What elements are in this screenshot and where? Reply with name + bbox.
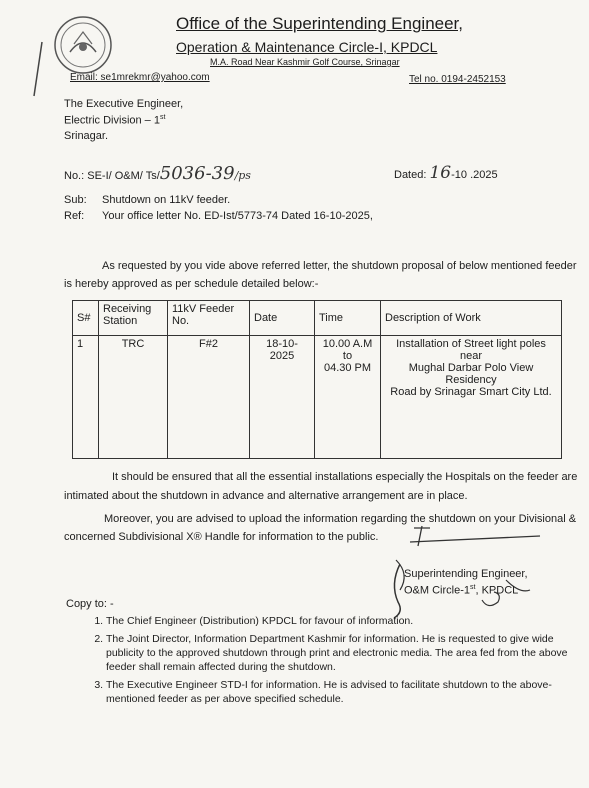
ref-number [64,163,251,184]
table-header-row [73,301,562,336]
dated-day-handwritten: 16 [429,163,452,183]
recipient-line2-sup: st [159,114,166,121]
signature-line2-sup: st [470,584,476,591]
letterhead-tel: Tel no. 0194-2452153 [409,74,506,85]
copy-to-list [86,614,576,710]
copy-to-label: Copy to: - [66,598,114,610]
header-feeder-line1: 11kV Feeder [172,303,235,315]
header-station-line1: Receiving [103,303,152,315]
para1-line2: intimated about the shutdown in advance and alternative arrangement are in place. [64,490,468,502]
recipient-line2 [64,114,165,127]
cell-description [381,336,562,459]
dated [394,163,498,183]
ref-number-prefix: No.: SE-I/ O&M/ Ts/ [64,170,160,182]
intro-line1: As requested by you vide above referred letter, the shutdown proposal of below mentioned feeder [102,260,577,272]
cell-description-line1: Installation of Street light poles near [396,338,546,362]
ref-number-handwritten: 5036-39 [159,163,235,184]
dated-rest: -10 .2025 [451,169,498,181]
margin-mark-icon [28,40,48,100]
signature-line1: Superintending Engineer, [404,568,528,580]
header-feeder [168,301,250,336]
letterhead-email: Email: se1mrekmr@yahoo.com [70,72,210,83]
letterhead-title: Office of the Superintending Engineer, [176,14,463,33]
header-description: Description of Work [381,301,562,336]
ref-number-suffix: /ps [234,169,251,182]
cell-description-line3: Road by Srinagar Smart City Ltd. [390,386,552,398]
cell-sno: 1 [73,336,99,459]
cell-time-to-word: to [342,350,353,362]
subject-text: Shutdown on 11kV feeder. [102,194,231,206]
header-station [99,301,168,336]
header-feeder-line2: No. [172,315,190,327]
cell-time [315,336,381,459]
kpdcl-logo-icon [52,14,114,76]
para2-line2: concerned Subdivisional X® Handle for information to the public. [64,531,379,543]
header-station-line2: Station [103,315,138,327]
signature-line2-text: O&M Circle-1 [404,584,471,597]
para1-line1: It should be ensured that all the essential installations especially the Hospitals on the feeder are [112,471,578,483]
header-date: Date [250,301,315,336]
signature-line2-end: , KPDCL [475,584,519,597]
letterhead-address: M.A. Road Near Kashmir Golf Course, Srinagar [210,57,400,67]
copy-to-item: 2. The Joint Director, Information Department Kashmir for information. He is requested to give wide publicity to the approved shutdown through print and electronic media. The area fed from the above feeder shall remain affected during the shutdown. [106,632,576,674]
cell-station: TRC [99,336,168,459]
signature-line2 [404,584,518,597]
cell-date: 18-10-2025 [250,336,315,459]
subject-label: Sub: [64,194,87,206]
intro-line2: is hereby approved as per schedule detailed below:- [64,278,319,290]
recipient-line2-text: Electric Division – 1 [64,114,160,127]
shutdown-schedule-table [72,300,562,459]
letterhead-subtitle: Operation & Maintenance Circle-I, KPDCL [176,39,438,55]
recipient-line3: Srinagar. [64,130,109,142]
copy-to-item: 3. The Executive Engineer STD-I for information. He is advised to facilitate shutdown to the above-mentioned feeder as per above specified schedule. [106,678,576,706]
cell-time-to: 04.30 PM [323,362,372,374]
cell-time-from: 10.00 A.M [322,338,373,350]
para2-line1: Moreover, you are advised to upload the information regarding the shutdown on your Divisional & [104,513,577,525]
reference-text: Your office letter No. ED-Ist/5773-74 Dated 16-10-2025, [102,210,373,222]
reference-label: Ref: [64,210,85,222]
recipient-line1: The Executive Engineer, [64,98,184,110]
cell-description-line2: Mughal Darbar Polo View Residency [408,362,534,386]
copy-to-item: 1. The Chief Engineer (Distribution) KPDCL for favour of information. [106,614,576,628]
header-time: Time [315,301,381,336]
header-sno: S# [73,301,99,336]
table-row [73,336,562,459]
dated-label: Dated: [394,169,427,181]
cell-feeder: F#2 [168,336,250,459]
